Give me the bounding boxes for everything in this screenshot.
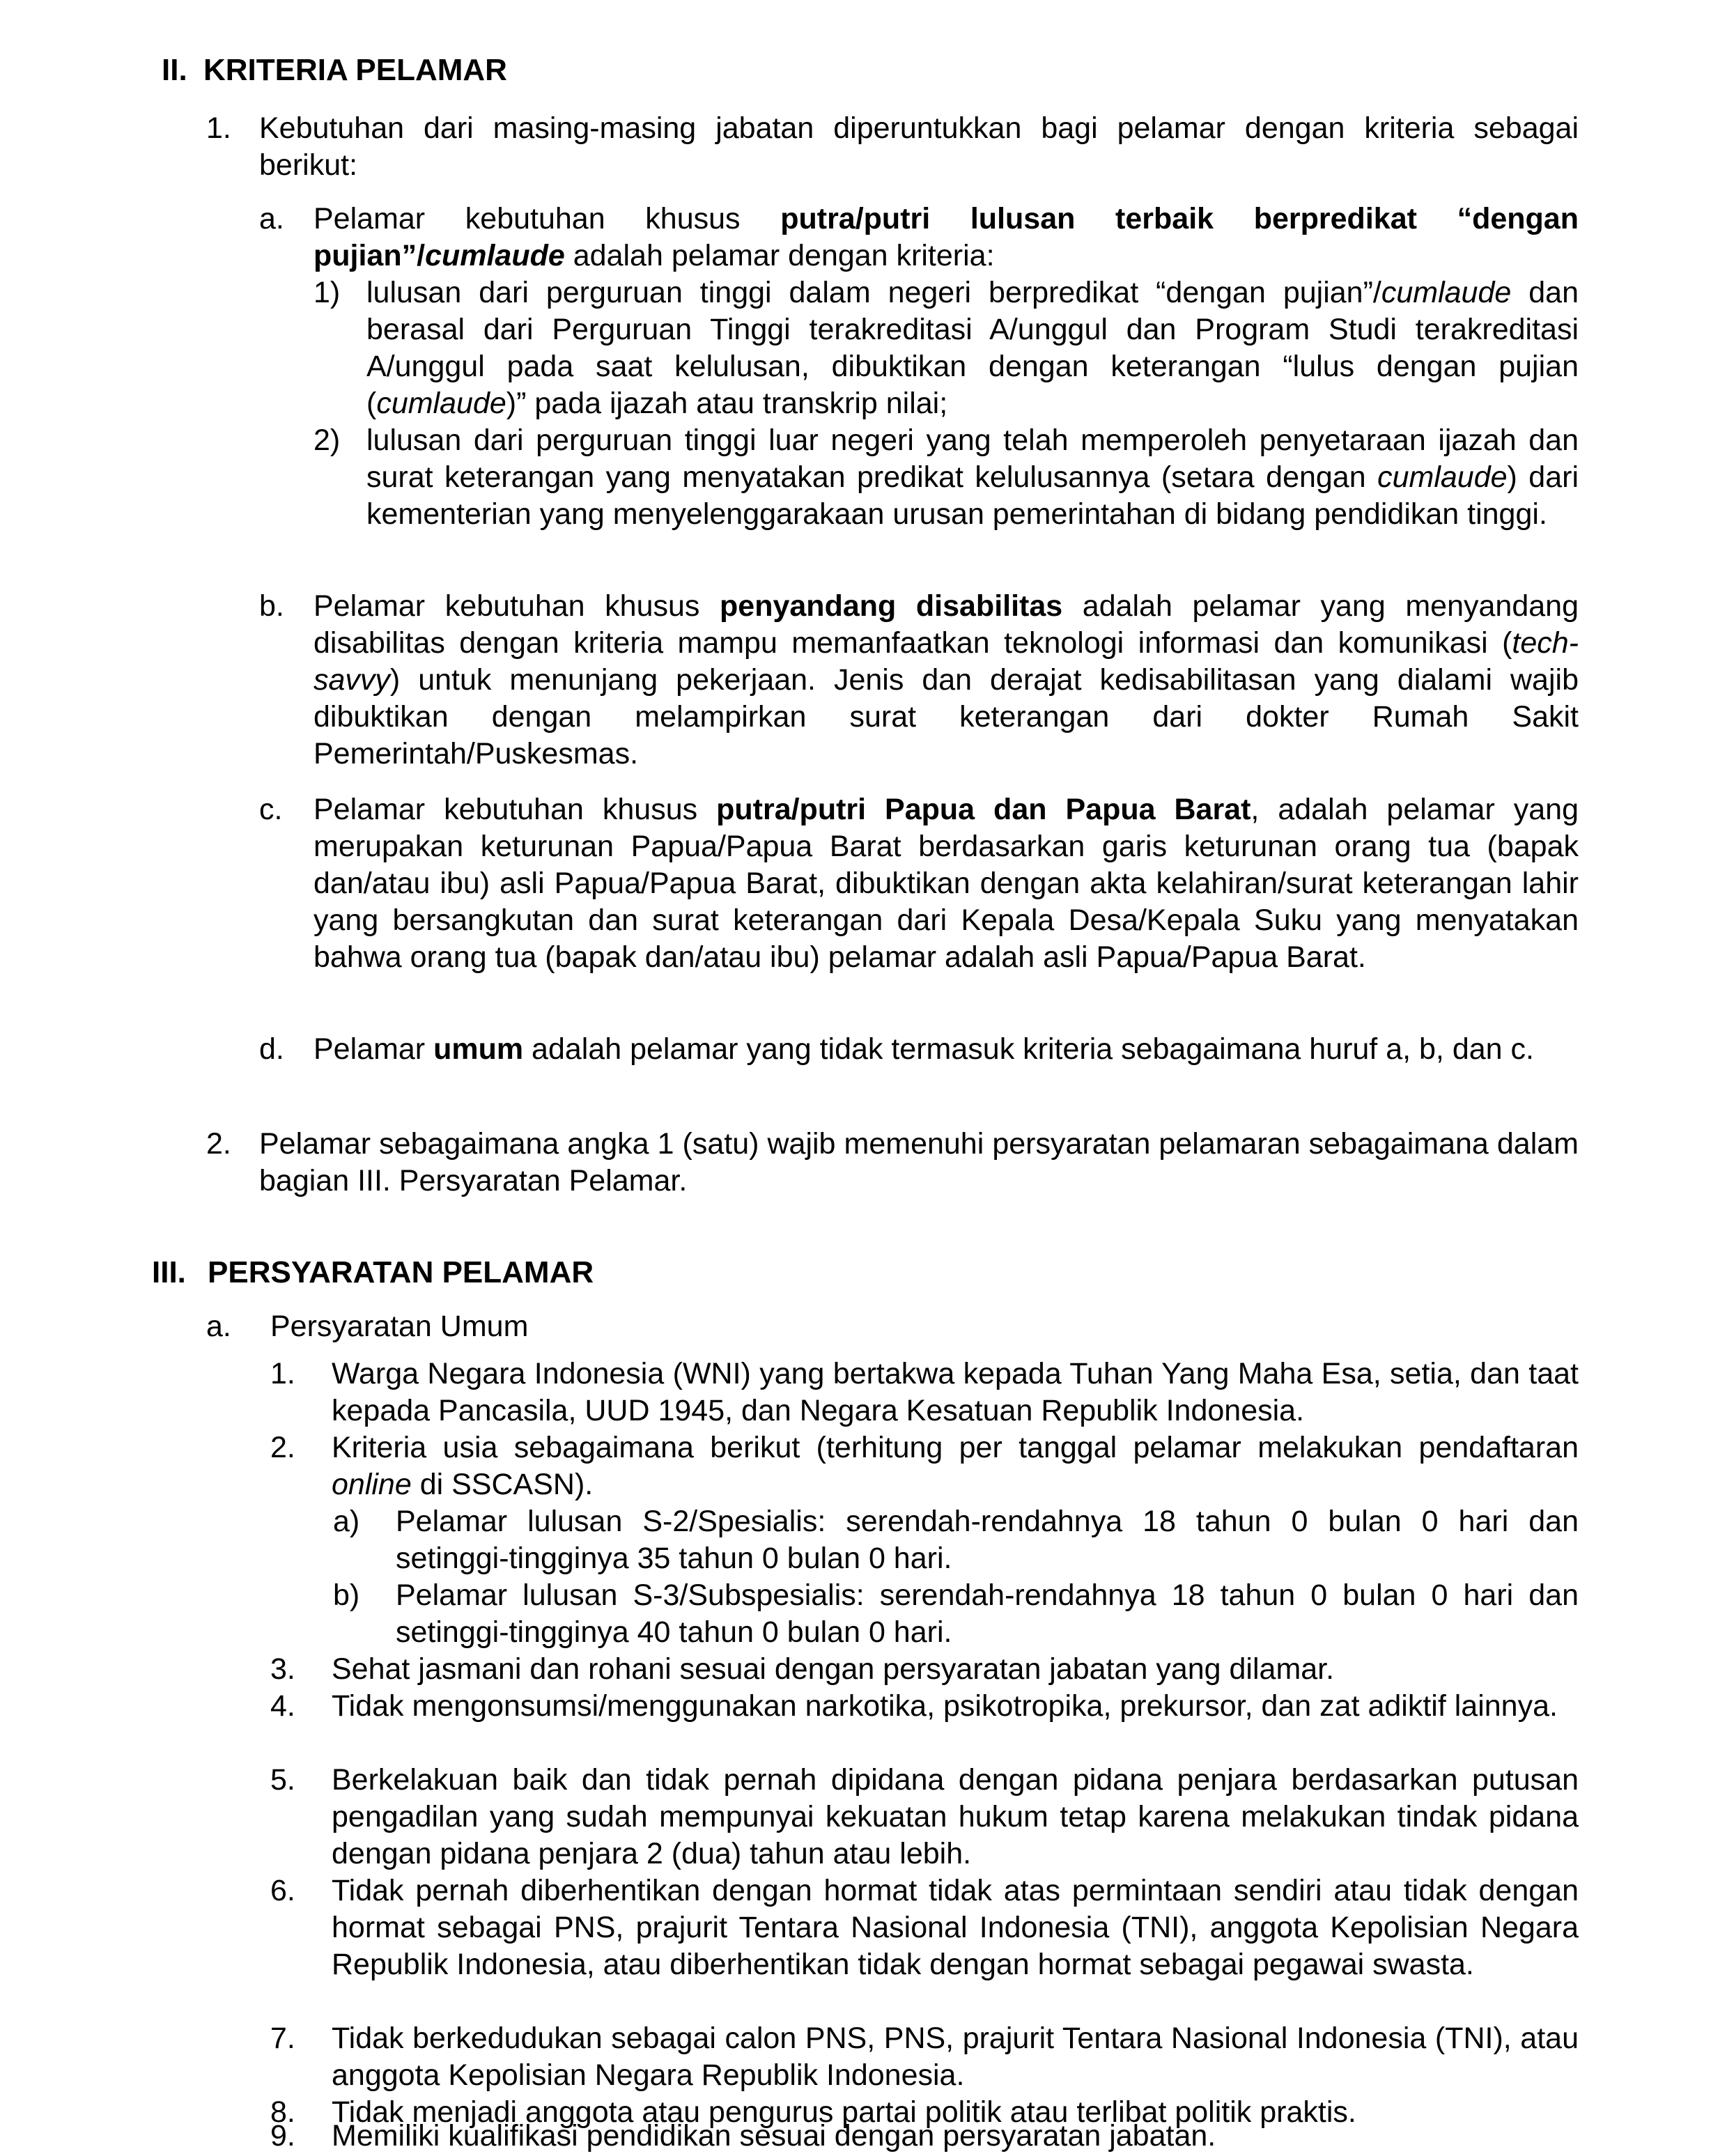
item-label: 2. [270, 1431, 295, 1464]
item-label: b) [333, 1579, 360, 1612]
item-text: Pelamar kebutuhan khusus penyandang disabilitas adalah pelamar yang menyandang disabilitas dengan kriteria mampu memanfaatkan teknologi informasi dan komunikasi (tech-savvy) untuk menunjang pekerjaan. Jenis dan derajat kedisabilitasan yang dialami wajib dibuktikan dengan melampirkan surat keterangan dari dokter Rumah Sakit Pemerintah/Puskesmas. [313, 589, 1579, 770]
item-text: Pelamar kebutuhan khusus putra/putri lulusan terbaik berpredikat “dengan pujian”/cumlaude adalah pelamar dengan kriteria: [313, 202, 1579, 272]
item-label: 6. [270, 1874, 295, 1907]
item-text: Berkelakuan baik dan tidak pernah dipidana dengan pidana penjara berdasarkan putusan pengadilan yang sudah mempunyai kekuatan hukum tetap karena melakukan tindak pidana dengan pidana penjara 2 (dua) tahun atau lebih. [332, 1763, 1579, 1870]
item-text: lulusan dari perguruan tinggi dalam negeri berpredikat “dengan pujian”/cumlaude dan berasal dari Perguruan Tinggi terakreditasi A/unggul dan Program Studi terakreditasi A/unggul pada saat kelulusan, dibuktikan dengan keterangan “lulus dengan pujian (cumlaude)” pada ijazah atau transkrip nilai; [366, 276, 1579, 420]
item-text: Tidak menjadi anggota atau pengurus partai politik atau terlibat politik praktis. [332, 2095, 1356, 2129]
section-heading [152, 1254, 594, 1291]
item-text: Tidak mengonsumsi/menggunakan narkotika, psikotropika, prekursor, dan zat adiktif lainnya. [332, 1689, 1558, 1723]
list-item [259, 1031, 1579, 1068]
item-text: Memiliki kualifikasi pendidikan sesuai dengan persyaratan jabatan. [332, 2119, 1216, 2153]
list-item [270, 1872, 1579, 1983]
list-item [206, 110, 1579, 184]
list-item [270, 2118, 1579, 2155]
item-text: Pelamar sebagaimana angka 1 (satu) wajib memenuhi persyaratan pelamaran sebagaimana dalam bagian III. Persyaratan Pelamar. [259, 1127, 1579, 1197]
list-item [270, 1651, 1579, 1688]
list-item [270, 1429, 1579, 1503]
item-label: b. [259, 589, 284, 623]
list-item [259, 588, 1579, 773]
item-label: 1. [270, 1357, 295, 1390]
item-label: a. [259, 202, 284, 235]
list-item [259, 791, 1579, 976]
item-text: Kriteria usia sebagaimana berikut (terhitung per tanggal pelamar melakukan pendaftaran online di SSCASN). [332, 1431, 1579, 1501]
item-label: 4. [270, 1689, 295, 1723]
item-label: 5. [270, 1763, 295, 1797]
item-text: Pelamar lulusan S-2/Spesialis: serendah-rendahnya 18 tahun 0 bulan 0 hari dan setinggi-tingginya 35 tahun 0 bulan 0 hari. [396, 1505, 1579, 1575]
item-text: Warga Negara Indonesia (WNI) yang bertakwa kepada Tuhan Yang Maha Esa, setia, dan taat kepada Pancasila, UUD 1945, dan Negara Kesatuan Republik Indonesia. [332, 1357, 1579, 1427]
item-label: 1. [206, 111, 231, 145]
item-label: a. [206, 1310, 231, 1343]
item-label: 1) [313, 276, 341, 309]
list-item [333, 1577, 1579, 1651]
item-text: Persyaratan Umum [270, 1310, 529, 1343]
section-number: III. [152, 1255, 186, 1289]
list-item [270, 1688, 1579, 1725]
item-label: d. [259, 1032, 284, 1066]
section-heading [162, 52, 507, 88]
item-text: lulusan dari perguruan tinggi luar negeri yang telah memperoleh penyetaraan ijazah dan surat keterangan yang menyatakan predikat kelulusannya (setara dengan cumlaude) dari kementerian yang menyelenggarakaan urusan pemerintahan di bidang pendidikan tinggi. [366, 424, 1579, 531]
list-item [206, 1126, 1579, 1200]
item-label: 7. [270, 2022, 295, 2055]
item-label: 2) [313, 424, 341, 457]
item-text: Tidak berkedudukan sebagai calon PNS, PNS, prajurit Tentara Nasional Indonesia (TNI), atau anggota Kepolisian Negara Republik Indonesia. [332, 2022, 1579, 2092]
item-text: Pelamar lulusan S-3/Subspesialis: serendah-rendahnya 18 tahun 0 bulan 0 hari dan setinggi-tingginya 40 tahun 0 bulan 0 hari. [396, 1579, 1579, 1649]
section-title: PERSYARATAN PELAMAR [208, 1255, 594, 1289]
section-number: II. [162, 53, 187, 87]
item-text: Tidak pernah diberhentikan dengan hormat tidak atas permintaan sendiri atau tidak dengan hormat sebagai PNS, prajurit Tentara Nasional Indonesia (TNI), anggota Kepolisian Negara Republik Indonesia, atau diberhentikan tidak dengan hormat sebagai pegawai swasta. [332, 1874, 1579, 1981]
list-item [259, 201, 1579, 274]
item-label: a) [333, 1505, 360, 1538]
list-item [333, 1503, 1579, 1577]
list-item [270, 1356, 1579, 1429]
item-text: Pelamar umum adalah pelamar yang tidak termasuk kriteria sebagaimana huruf a, b, dan c. [313, 1032, 1534, 1066]
item-label: 9. [270, 2119, 295, 2153]
item-text: Sehat jasmani dan rohani sesuai dengan persyaratan jabatan yang dilamar. [332, 1652, 1335, 1686]
item-label: 2. [206, 1127, 231, 1161]
item-text: Pelamar kebutuhan khusus putra/putri Papua dan Papua Barat, adalah pelamar yang merupakan keturunan Papua/Papua Barat berdasarkan garis keturunan orang tua (bapak dan/atau ibu) asli Papua/Papua Barat, dibuktikan dengan akta kelahiran/surat keterangan lahir yang bersangkutan dan surat keterangan dari Kepala Desa/Kepala Suku yang menyatakan bahwa orang tua (bapak dan/atau ibu) pelamar adalah asli Papua/Papua Barat. [313, 793, 1579, 974]
subsection-heading [206, 1308, 1579, 1345]
item-text: Kebutuhan dari masing-masing jabatan diperuntukkan bagi pelamar dengan kriteria sebagai berikut: [259, 111, 1579, 182]
list-item [313, 274, 1579, 422]
item-label: 3. [270, 1652, 295, 1686]
item-label: 8. [270, 2095, 295, 2129]
item-label: c. [259, 793, 283, 826]
section-title: KRITERIA PELAMAR [203, 53, 507, 87]
list-item [313, 422, 1579, 533]
list-item [270, 2020, 1579, 2094]
list-item [270, 1762, 1579, 1872]
